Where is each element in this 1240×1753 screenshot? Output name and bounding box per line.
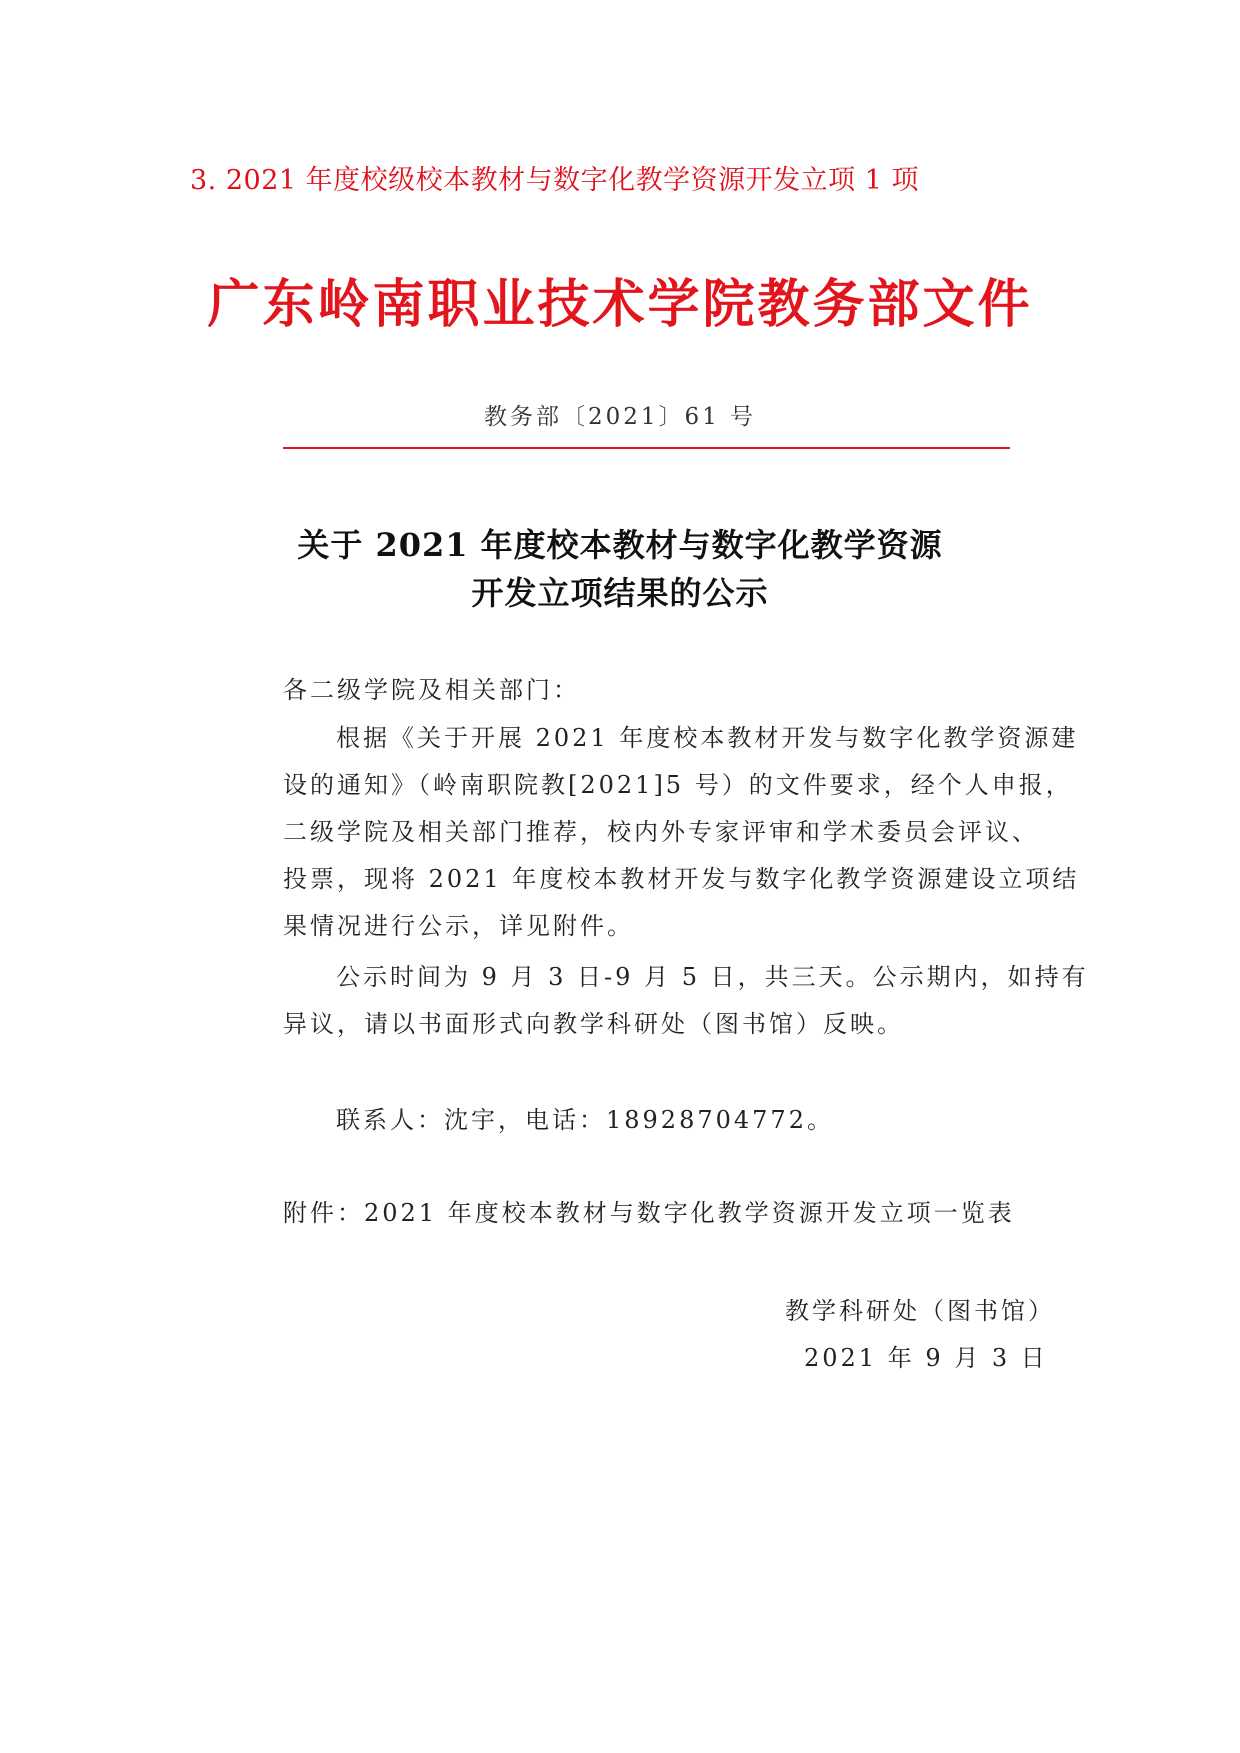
document-number: 教务部〔2021〕61 号	[483, 404, 757, 430]
signature-date: 2021 年 9 月 3 日	[804, 1344, 1048, 1372]
paragraph-1-line-2: 设的通知》（岭南职院教[2021]5 号）的文件要求，经个人申报，	[283, 771, 1073, 799]
paragraph-1-line-3: 二级学院及相关部门推荐，校内外专家评审和学术委员会评议、	[283, 818, 1039, 846]
attachment-note: 附件：2021 年度校本教材与数字化教学资源开发立项一览表	[283, 1199, 1015, 1227]
document-masthead: 广东岭南职业技术学院教务部文件	[207, 274, 1033, 335]
contact-info: 联系人：沈宇，电话：18928704772。	[336, 1106, 834, 1134]
paragraph-2-line-1: 公示时间为 9 月 3 日-9 月 5 日，共三天。公示期内，如持有	[336, 963, 1089, 991]
paragraph-1-line-5: 果情况进行公示，详见附件。	[283, 912, 634, 940]
red-divider-line	[283, 447, 1010, 449]
paragraph-2-line-2: 异议，请以书面形式向教学科研处（图书馆）反映。	[283, 1010, 904, 1038]
caption: 3. 2021 年度校级校本教材与数字化教学资源开发立项 1 项	[190, 165, 919, 196]
signature-office: 教学科研处（图书馆）	[785, 1297, 1055, 1325]
document-title-line-1: 关于 2021 年度校本教材与数字化教学资源	[297, 526, 943, 564]
salutation: 各二级学院及相关部门：	[283, 676, 580, 704]
document-title-line-2: 开发立项结果的公示	[471, 574, 769, 612]
paragraph-1-line-1: 根据《关于开展 2021 年度校本教材开发与数字化教学资源建	[336, 724, 1079, 752]
paragraph-1-line-4: 投票，现将 2021 年度校本教材开发与数字化教学资源建设立项结	[283, 865, 1080, 893]
